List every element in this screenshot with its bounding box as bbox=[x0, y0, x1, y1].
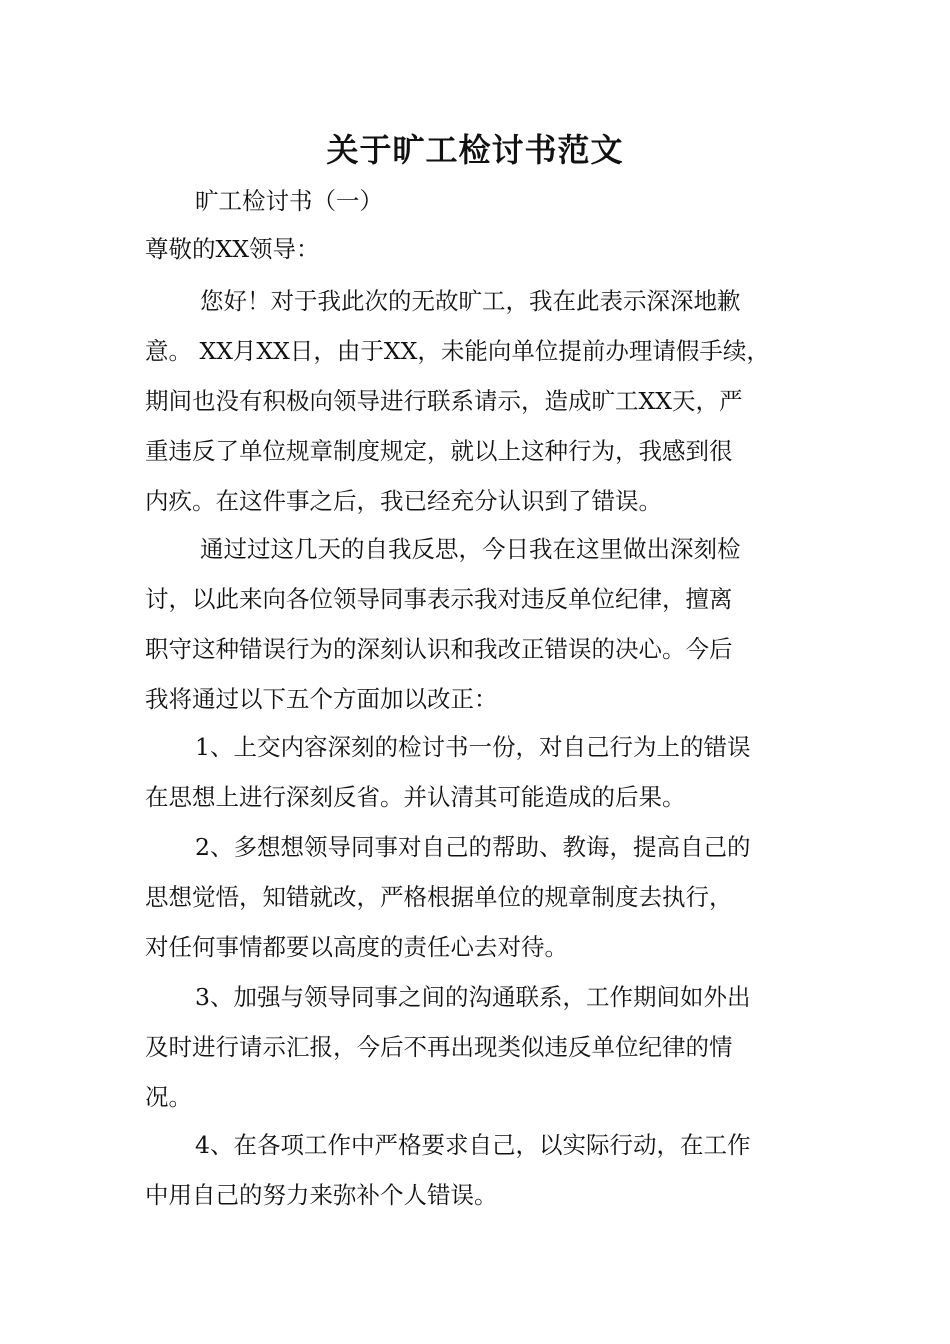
paragraph-line: 4、在各项工作中严格要求自己，以实际行动，在工作 bbox=[195, 1131, 751, 1159]
salutation: 尊敬的XX领导： bbox=[145, 235, 320, 263]
paragraph-line: 职守这种错误行为的深刻认识和我改正错误的决心。今后 bbox=[145, 635, 733, 663]
paragraph-line: 对任何事情都要以高度的责任心去对待。 bbox=[145, 933, 568, 961]
paragraph-6 bbox=[145, 1120, 810, 1220]
paragraph-line: 3、加强与领导同事之间的沟通联系，工作期间如外出 bbox=[195, 983, 751, 1011]
paragraph-line: 思想觉悟，知错就改，严格根据单位的规章制度去执行， bbox=[145, 883, 733, 911]
document-title: 关于旷工检讨书范文 bbox=[326, 131, 624, 169]
paragraph-2 bbox=[145, 524, 810, 724]
paragraph-4 bbox=[145, 822, 810, 972]
paragraph-line: 您好！对于我此次的无故旷工，我在此表示深深地歉 bbox=[200, 287, 741, 315]
paragraph-3 bbox=[145, 722, 810, 822]
paragraph-line: 1、上交内容深刻的检讨书一份，对自己行为上的错误 bbox=[195, 733, 751, 761]
paragraph-line: 讨，以此来向各位领导同事表示我对违反单位纪律，擅离 bbox=[145, 585, 733, 613]
paragraph-line: 我将通过以下五个方面加以改正： bbox=[145, 685, 498, 713]
paragraph-line: 期间也没有积极向领导进行联系请示，造成旷工XX天，严 bbox=[145, 387, 743, 415]
paragraph-line: 中用自己的努力来弥补个人错误。 bbox=[145, 1181, 498, 1209]
paragraph-5 bbox=[145, 972, 810, 1122]
paragraph-line: 重违反了单位规章制度规定，就以上这种行为，我感到很 bbox=[145, 437, 733, 465]
paragraph-1 bbox=[145, 276, 810, 526]
paragraph-line: 在思想上进行深刻反省。并认清其可能造成的后果。 bbox=[145, 783, 686, 811]
paragraph-line: 况。 bbox=[145, 1083, 192, 1111]
paragraph-line: 通过过这几天的自我反思，今日我在这里做出深刻检 bbox=[200, 535, 741, 563]
paragraph-line: 及时进行请示汇报，今后不再出现类似违反单位纪律的情 bbox=[145, 1033, 733, 1061]
paragraph-line: 意。 XX月XX日，由于XX，未能向单位提前办理请假手续， bbox=[145, 337, 770, 365]
paragraph-line: 2、多想想领导同事对自己的帮助、教诲，提高自己的 bbox=[195, 833, 751, 861]
document-subtitle: 旷工检讨书（一） bbox=[195, 187, 383, 215]
paragraph-line: 内疚。在这件事之后，我已经充分认识到了错误。 bbox=[145, 487, 662, 515]
